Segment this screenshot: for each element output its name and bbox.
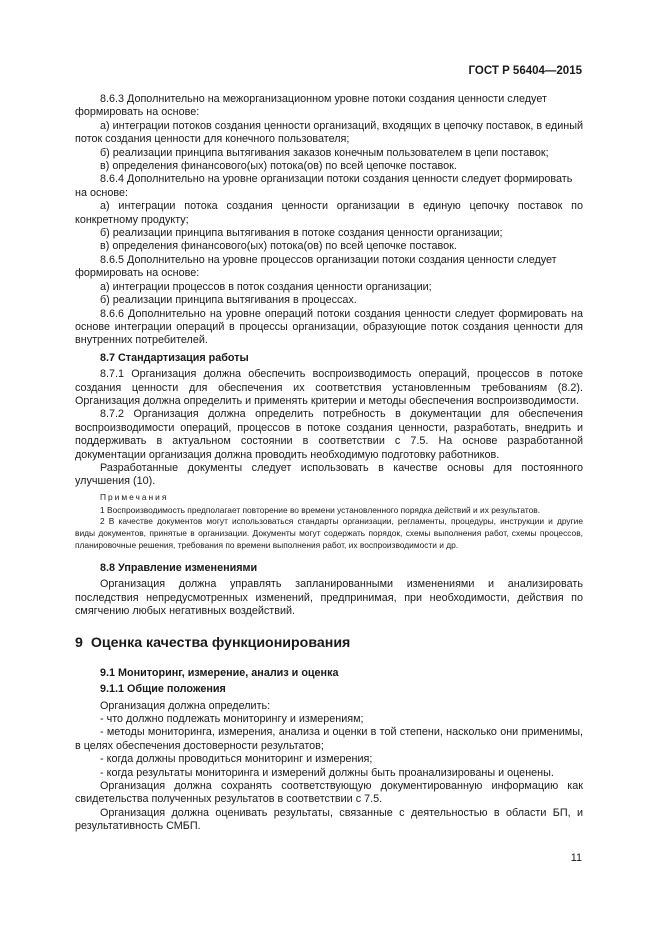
paragraph: Организация должна сохранять соответствующую документированную информацию как свидетельства полученных результатов в соответствии с 7.5.: [75, 780, 583, 806]
list-item: - когда результаты мониторинга и измерений должны быть проанализированы и оценены.: [100, 766, 554, 779]
paragraph: 8.6.6 Дополнительно на уровне операций потоки создания ценности следует формировать на основе интеграции операций в процессы организации, образующие поток создания ценности для внутренних потребителей.: [75, 307, 583, 347]
paragraph: Разработанные документы следует использовать в качестве основы для постоянного улучшения (10).: [75, 461, 583, 488]
list-item: а) интеграции процессов в поток создания ценности организации;: [100, 280, 432, 293]
paragraph: 8.7.2 Организация должна определить потребность в документации для обеспечения воспроизводимости операций, процессов в потоке создания ценности, разработать, внедрить и поддерживать в актуальном состоянии в соответствии с 7.5. На основе разработанной документации организация должна проводить необходимую подготовку работников.: [75, 408, 583, 461]
list-item: в) определения финансового(ых) потока(ов) по всей цепочке поставок.: [100, 240, 457, 253]
section-heading-8-8: 8.8 Управление изменениями: [100, 561, 258, 574]
chapter-heading-9: [75, 637, 583, 650]
chapter-number: 9: [75, 635, 83, 652]
document-header-id: ГОСТ Р 56404—2015: [468, 65, 582, 77]
list-item: в) определения финансового(ых) потока(ов) по всей цепочке поставок.: [100, 160, 457, 173]
list-item: а) интеграции потоков создания ценности организаций, входящих в цепочку поставок, в единый поток создания ценности для конечного пользователя;: [75, 119, 583, 146]
paragraph: 8.6.4 Дополнительно на уровне организации потоки создания ценности следует формировать на основе:: [75, 173, 573, 199]
paragraph: Организация должна определить:: [100, 699, 271, 712]
paragraph: 8.6.5 Дополнительно на уровне процессов организации потоки создания ценности следует формировать на основе:: [75, 253, 557, 280]
paragraph: Организация должна управлять запланированными изменениями и анализировать последствия непредусмотренных изменений, предпринимая, при необходимости, действия по смягчению любых негативных воздействий.: [75, 578, 583, 617]
page-number: 11: [570, 852, 582, 864]
note-item: 2 В качестве документов могут использоваться стандарты организации, регламенты, процедуры, инструкции и другие виды документов, принятые в организации. Документы могут содержать порядок, схемы выполнения работ, схемы процессов, планировочные решения, требования по времени выполнения работ, их воспроизводимости и др.: [75, 516, 583, 550]
note-item: 1 Воспроизводимость предполагает повторение во времени установленного порядка действий и их результатов.: [100, 504, 541, 515]
list-item: а) интеграции потока создания ценности организации в единую цепочку поставок по конкретному продукту;: [75, 200, 583, 226]
paragraph: 8.7.1 Организация должна обеспечить воспроизводимость операций, процессов в потоке создания ценности для обеспечения их соответствия установленным требованиям (8.2). Организация должна определить и применять критерии и методы обеспечения воспроизводимости.: [75, 368, 583, 407]
section-heading-8-7: 8.7 Стандартизация работы: [100, 351, 249, 364]
section-heading-9-1: 9.1 Мониторинг, измерение, анализ и оценка: [100, 666, 339, 679]
chapter-title: Оценка качества функционирования: [90, 635, 351, 652]
paragraph: Организация должна оценивать результаты, связанные с деятельностью в области БП, и результативность СМБП.: [75, 806, 583, 833]
list-item: б) реализации принципа вытягивания в процессах.: [100, 294, 357, 307]
list-item: - когда должны проводиться мониторинг и измерения;: [100, 753, 373, 766]
notes-title: Примечания: [100, 491, 169, 502]
list-item: - что должно подлежать мониторингу и измерениям;: [100, 713, 364, 726]
list-item: б) реализации принципа вытягивания в потоке создания ценности организации;: [100, 227, 503, 240]
list-item: - методы мониторинга, измерения, анализа и оценки в той степени, насколько они применимы, в целях обеспечения достоверности результатов;: [75, 726, 583, 752]
section-heading-9-1-1: 9.1.1 Общие положения: [100, 683, 226, 696]
notes-block: [75, 492, 583, 552]
paragraph: 8.6.3 Дополнительно на межорганизационном уровне потоки создания ценности следует формировать на основе:: [75, 93, 547, 119]
list-item: б) реализации принципа вытягивания заказов конечным пользователем в цепи поставок;: [100, 146, 549, 159]
document-body: [75, 93, 583, 834]
